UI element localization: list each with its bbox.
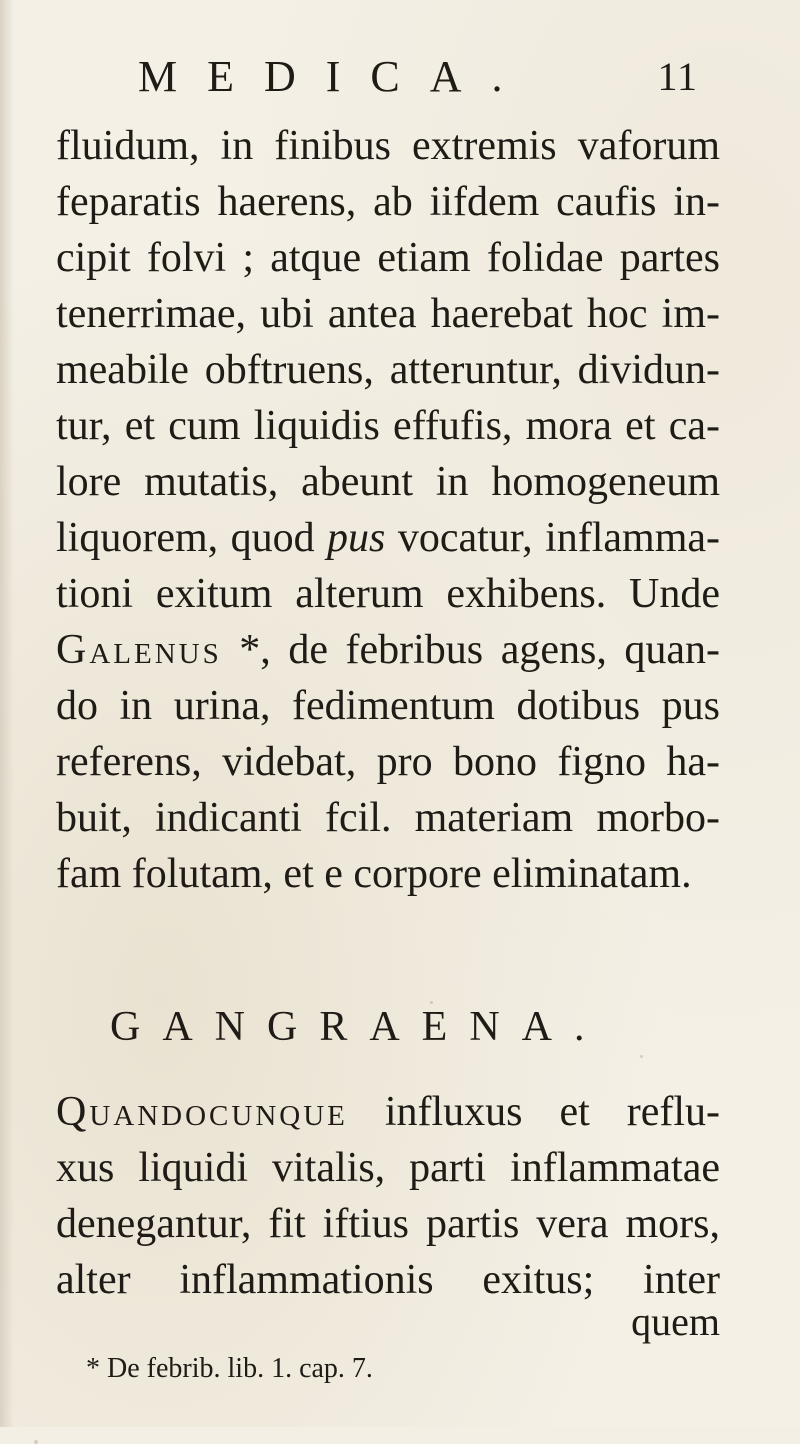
text-line: meabile obftruens, atteruntur, dividun- (56, 347, 720, 393)
text-line: lore mutatis, abeunt in homogeneum (56, 459, 720, 505)
line-segment: liquorem, quod (56, 515, 315, 561)
section-paragraph (56, 1084, 720, 1308)
text-line: tenerrimae, ubi antea haerebat hoc im- (56, 291, 720, 337)
text-line: xus liquidi vitalis, parti inflammatae (56, 1145, 720, 1191)
paper-speck (34, 1440, 38, 1444)
italic-term-pus: pus (327, 515, 386, 561)
text-line: cipit folvi ; atque etiam folidae partes (56, 235, 720, 281)
page-gutter-shadow (0, 0, 14, 1427)
text-line: fluidum, in finibus extremis vaforum (56, 123, 720, 169)
text-line-galenus (56, 622, 720, 678)
running-head (138, 52, 698, 102)
text-line: tur, et cum liquidis effufis, mora et ca- (56, 403, 720, 449)
running-title: MEDICA. (138, 52, 533, 101)
text-line-opening (56, 1084, 720, 1140)
author-name-galenus: Galenus (56, 627, 222, 673)
text-line-pus (56, 510, 720, 566)
line-segment: influxus et reflu- (347, 1089, 720, 1135)
paper-speck (640, 1055, 643, 1058)
text-line: fam folutam, et e corpore eliminatam. (56, 851, 692, 897)
text-line: do in urina, fedimentum dotibus pus (56, 683, 720, 729)
line-segment: vocatur, inflamma- (397, 515, 720, 561)
page-number: 11 (657, 54, 698, 99)
text-line: feparatis haerens, ab iifdem caufis in- (56, 179, 720, 225)
section-heading: GANGRAENA. (110, 1004, 607, 1050)
text-line: referens, videbat, pro bono figno ha- (56, 739, 720, 785)
text-line: alter inflammationis exitus; inter (56, 1257, 720, 1303)
text-line: tioni exitum alterum exhibens. Unde (56, 571, 720, 617)
main-paragraph (56, 118, 720, 902)
text-line: denegantur, fit iftius partis vera mors, (56, 1201, 720, 1247)
line-segment: *, de febribus agens, quan- (221, 627, 720, 673)
text-line: buit, indicanti fcil. materiam morbo- (56, 795, 720, 841)
opening-word: Quandocunque (56, 1089, 348, 1135)
catchword: quem (631, 1299, 720, 1344)
footnote: * De febrib. lib. 1. cap. 7. (86, 1353, 373, 1384)
